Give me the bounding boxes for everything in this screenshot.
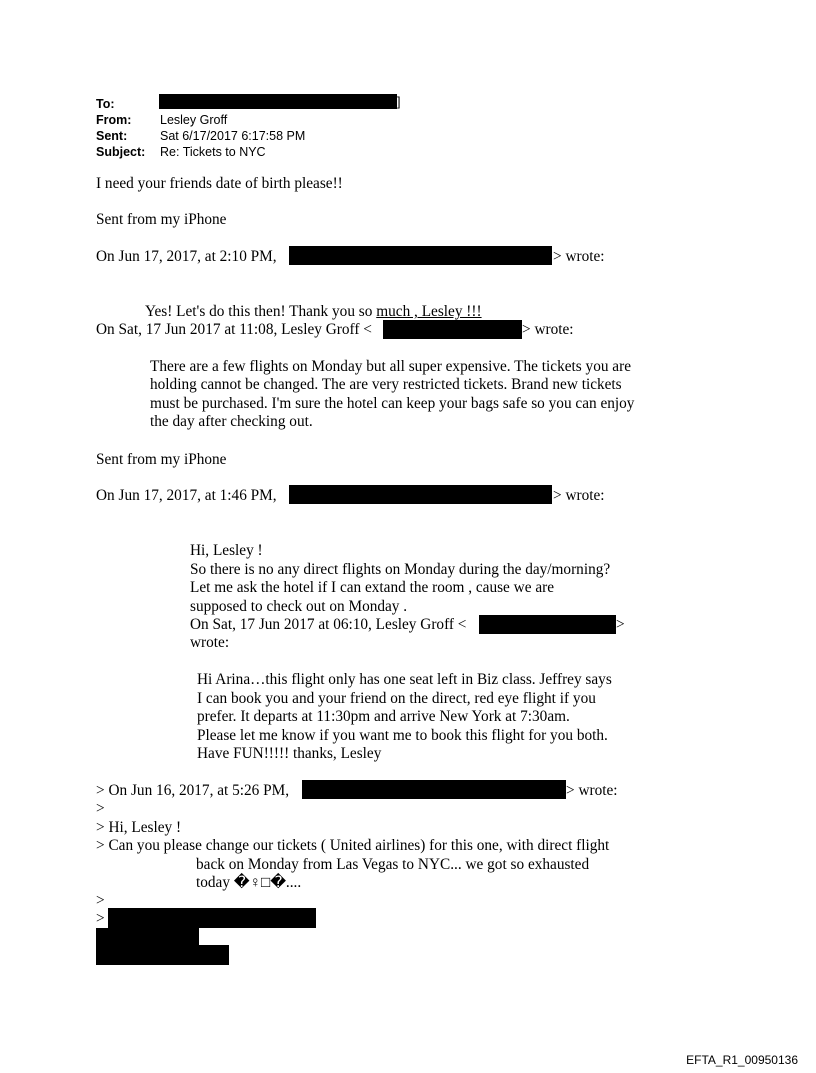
- quote-marker: >: [96, 800, 105, 817]
- paragraph-line: Let me ask the hotel if I can extand the room , cause we are: [190, 579, 554, 596]
- reply-yes-underlined: much , Lesley !!!: [376, 303, 482, 320]
- quote-marker: >: [96, 910, 105, 927]
- sent-value: Sat 6/17/2017 6:17:58 PM: [160, 129, 306, 143]
- paragraph-line: There are a few flights on Monday but all super expensive. The tickets you are: [150, 358, 631, 375]
- quote-header-4-bracket: >: [616, 616, 625, 633]
- paragraph-line: prefer. It departs at 11:30pm and arrive New York at 7:30am.: [197, 708, 570, 725]
- paragraph-line: holding cannot be changed. The are very restricted tickets. Brand new tickets: [150, 376, 622, 393]
- quote-line-hi: > Hi, Lesley !: [96, 819, 182, 836]
- redaction-quote-1: [289, 246, 552, 265]
- quote-line-today: today �♀□�....: [196, 874, 302, 891]
- redaction-block-1: [108, 908, 316, 928]
- quote-header-5-wrote: > wrote:: [566, 782, 618, 799]
- document-id: EFTA_R1_00950136: [686, 1053, 798, 1067]
- signature-iphone-2: Sent from my iPhone: [96, 451, 227, 468]
- quote-header-5: > On Jun 16, 2017, at 5:26 PM,: [96, 782, 290, 799]
- paragraph-line: Hi Arina…this flight only has one seat left in Biz class. Jeffrey says: [197, 671, 612, 688]
- body-line-date-of-birth: I need your friends date of birth please!!: [96, 175, 343, 192]
- paragraph-line: the day after checking out.: [150, 413, 313, 430]
- quote-line-can: > Can you please change our tickets ( United airlines) for this one, with direct flight: [96, 837, 610, 854]
- sent-label: Sent:: [96, 129, 128, 143]
- from-value: Lesley Groff: [160, 113, 228, 127]
- quote-header-1-text: On Jun 17, 2017, at 2:10 PM,: [96, 248, 277, 265]
- to-bracket: ]: [397, 95, 401, 109]
- redaction-quote-5: [302, 780, 566, 799]
- to-label: To:: [96, 97, 115, 111]
- signature-iphone-1: Sent from my iPhone: [96, 211, 227, 228]
- paragraph-line: supposed to check out on Monday .: [190, 598, 408, 615]
- paragraph-line: I can book you and your friend on the direct, red eye flight if you: [197, 690, 596, 707]
- quote-header-4: On Sat, 17 Jun 2017 at 06:10, Lesley Groff <: [190, 616, 467, 633]
- quote-marker: >: [96, 892, 105, 909]
- subject-value: Re: Tickets to NYC: [160, 145, 266, 159]
- quote-header-2-wrote: > wrote:: [522, 321, 574, 338]
- quote-header-4-wrote: wrote:: [190, 634, 230, 651]
- quote-header-3-wrote: > wrote:: [553, 487, 605, 504]
- redaction-quote-3: [289, 485, 552, 504]
- quote-header-1: [96, 248, 277, 266]
- reply-yes: [145, 303, 482, 321]
- redaction-to: [159, 94, 397, 109]
- redaction-block-2: [96, 928, 199, 946]
- paragraph-line: Hi, Lesley !: [190, 542, 263, 559]
- quote-header-2: On Sat, 17 Jun 2017 at 11:08, Lesley Groff <: [96, 321, 372, 338]
- paragraph-line: Please let me know if you want me to book this flight for you both.: [197, 727, 608, 744]
- quote-header-3: On Jun 17, 2017, at 1:46 PM,: [96, 487, 277, 504]
- reply-yes-text: Yes! Let's do this then! Thank you so: [145, 303, 373, 320]
- paragraph-line: So there is no any direct flights on Monday during the day/morning?: [190, 561, 611, 578]
- paragraph-line: must be purchased. I'm sure the hotel can keep your bags safe so you can enjoy: [150, 395, 635, 412]
- quote-line-back: back on Monday from Las Vegas to NYC... we got so exhausted: [196, 856, 590, 873]
- quote-header-1-wrote: > wrote:: [553, 248, 605, 265]
- redaction-quote-2: [383, 320, 522, 339]
- redaction-quote-4: [479, 615, 616, 634]
- paragraph-line: Have FUN!!!!! thanks, Lesley: [197, 745, 382, 762]
- subject-label: Subject:: [96, 145, 146, 159]
- from-label: From:: [96, 113, 132, 127]
- redaction-block-3: [96, 945, 229, 965]
